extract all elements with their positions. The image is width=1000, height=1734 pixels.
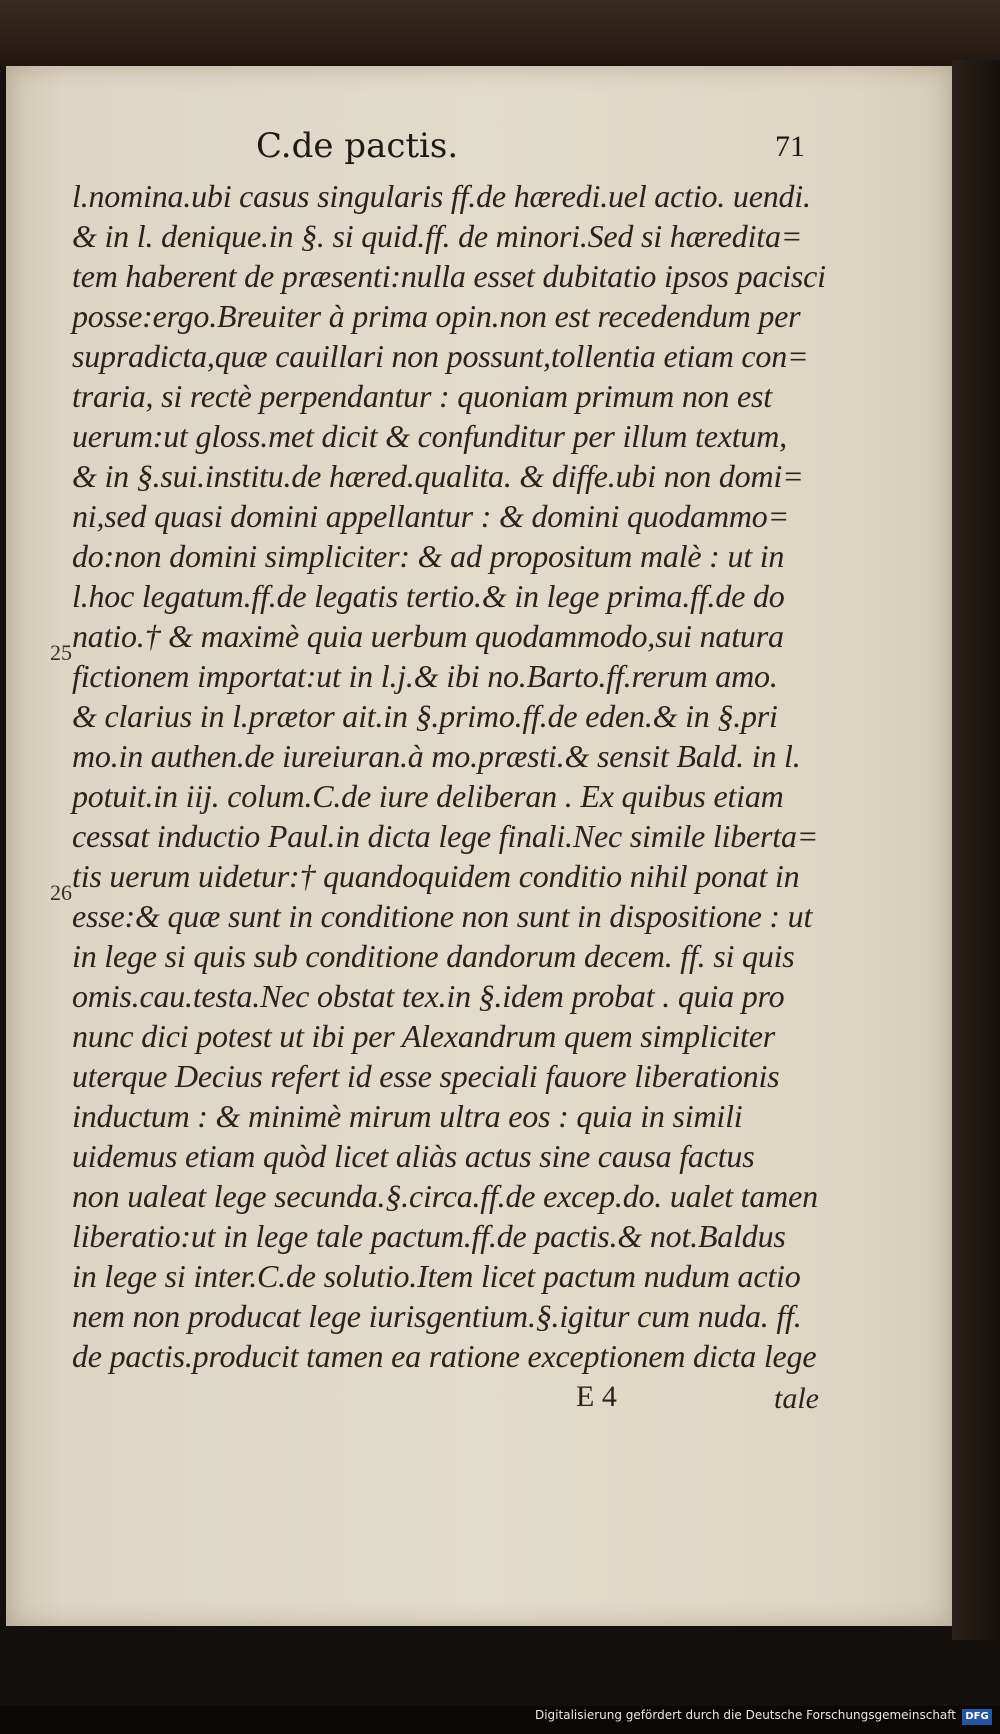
text-line: inductum : & minimè mirum ultra eos : quia in simili	[72, 1098, 743, 1134]
folio-number: 71	[775, 130, 805, 163]
text-line: & clarius in l.prætor ait.in §.primo.ff.de eden.& in §.pri	[72, 698, 778, 734]
text-line: mo.in authen.de iureiuran.à mo.præsti.& sensit Bald. in l.	[72, 738, 801, 774]
text-line: non ualeat lege secunda.§.circa.ff.de excep.do. ualet tamen	[72, 1178, 818, 1214]
text-line: uidemus etiam quòd licet aliàs actus sine causa factus	[72, 1138, 755, 1174]
text-line: omis.cau.testa.Nec obstat tex.in §.idem probat . quia pro	[72, 978, 785, 1014]
text-line: fictionem importat:ut in l.j.& ibi no.Barto.ff.rerum amo.	[72, 658, 778, 694]
catchword: tale	[774, 1382, 819, 1415]
text-line: supradicta,quæ cauillari non possunt,tollentia etiam con=	[72, 338, 809, 374]
text-line: uerum:ut gloss.met dicit & confunditur per illum textum,	[72, 418, 787, 454]
text-line: cessat inductio Paul.in dicta lege finali.Nec simile liberta=	[72, 818, 819, 854]
text-line: nunc dici potest ut ibi per Alexandrum quem simpliciter	[72, 1018, 775, 1054]
text-line: ni,sed quasi domini appellantur : & domini quodammo=	[72, 498, 789, 534]
signature-mark: E 4	[576, 1380, 617, 1413]
text-line: esse:& quæ sunt in conditione non sunt in dispositione : ut	[72, 898, 813, 934]
running-head: C.de pactis.	[256, 126, 459, 166]
text-line: de pactis.producit tamen ea ratione exceptionem dicta lege	[72, 1338, 817, 1374]
text-line: uterque Decius refert id esse speciali fauore liberationis	[72, 1058, 780, 1094]
text-line: tis uerum uidetur:† quandoquidem conditio nihil ponat in	[72, 858, 800, 894]
text-line: traria, si rectè perpendantur : quoniam primum non est	[72, 378, 772, 414]
text-line: natio.† & maximè quia uerbum quodammodo,sui natura	[72, 618, 784, 654]
text-line: tem haberent de præsenti:nulla esset dubitatio ipsos pacisci	[72, 258, 826, 294]
text-line: posse:ergo.Breuiter à prima opin.non est recedendum per	[72, 298, 801, 334]
text-line: l.nomina.ubi casus singularis ff.de hæredi.uel actio. uendi.	[72, 178, 811, 214]
book-edge	[952, 60, 1000, 1640]
dfg-logo-icon: DFG	[962, 1709, 992, 1725]
footer-credit: Digitalisierung gefördert durch die Deutsche Forschungsgemeinschaft	[534, 1708, 956, 1722]
text-line: & in l. denique.in §. si quid.ff. de minori.Sed si hæredita=	[72, 218, 803, 254]
text-line: do:non domini simpliciter: & ad propositum malè : ut in	[72, 538, 785, 574]
text-line: in lege si quis sub conditione dandorum decem. ff. si quis	[72, 938, 795, 974]
margin-number-25: 25	[50, 640, 72, 665]
text-line: & in §.sui.institu.de hæred.qualita. & diffe.ubi non domi=	[72, 458, 804, 494]
text-line: nem non producat lege iurisgentium.§.igitur cum nuda. ff.	[72, 1298, 802, 1334]
text-line: l.hoc legatum.ff.de legatis tertio.& in lege prima.ff.de do	[72, 578, 785, 614]
margin-number-26: 26	[50, 880, 72, 905]
top-shadow	[0, 0, 1000, 72]
text-line: liberatio:ut in lege tale pactum.ff.de pactis.& not.Baldus	[72, 1218, 786, 1254]
text-line: in lege si inter.C.de solutio.Item licet pactum nudum actio	[72, 1258, 801, 1294]
text-line: potuit.in iij. colum.C.de iure deliberan . Ex quibus etiam	[72, 778, 784, 814]
